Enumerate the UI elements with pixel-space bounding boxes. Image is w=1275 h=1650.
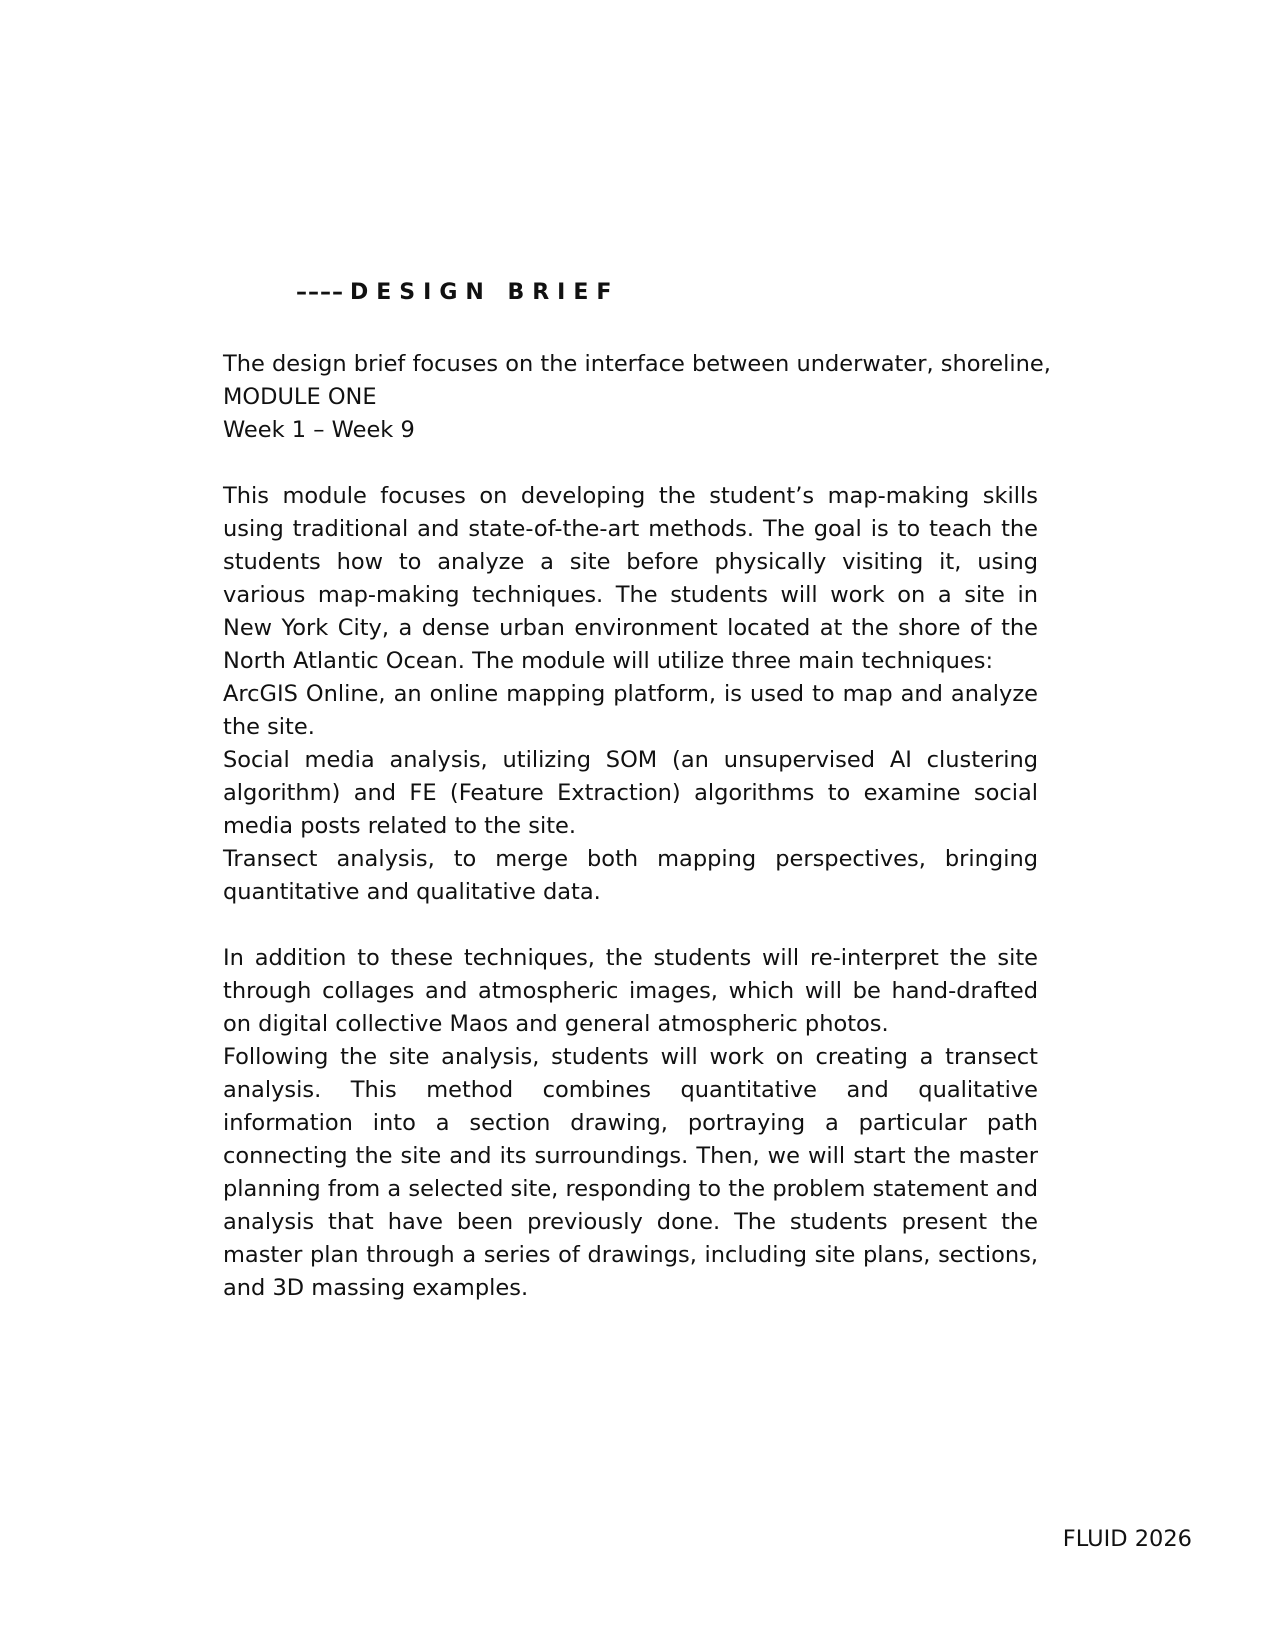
paragraph-arcgis: ArcGIS Online, an online mapping platform, is used to map and analyze the site. bbox=[223, 681, 1038, 740]
paragraph-module-overview: This module focuses on developing the student’s map-making skills using traditional and state-of-the-art methods. The goal is to teach the students how to analyze a site before physically visiting it, using various map-making techniques. The students will work on a site in New York City, a dense urban environment located at the shore of the North Atlantic Ocean. The module will utilize three main techniques: bbox=[223, 483, 1038, 674]
paragraph-collages: In addition to these techniques, the students will re-interpret the site through collages and atmospheric images, which will be hand-drafted on digital collective Maos and general atmospheric photos. bbox=[223, 945, 1038, 1037]
heading-dashes: –––– bbox=[296, 280, 344, 305]
heading-title: DESIGN BRIEF bbox=[350, 280, 620, 305]
paragraph-social-media: Social media analysis, utilizing SOM (an unsupervised AI clustering algorithm) and FE (Feature Extraction) algorithms to examine social media posts related to the site. bbox=[223, 747, 1038, 839]
section-heading bbox=[296, 280, 619, 305]
paragraph-master-plan: Following the site analysis, students will work on creating a transect analysis. This method combines quantitative and qualitative information into a section drawing, portraying a particular path connecting the site and its surroundings. Then, we will start the master planning from a selected site, responding to the problem statement and analysis that have been previously done. The students present the master plan through a series of drawings, including site plans, sections, and 3D massing examples. bbox=[223, 1044, 1038, 1301]
week-range: Week 1 – Week 9 bbox=[223, 417, 415, 443]
intro-line: The design brief focuses on the interface between underwater, shoreline, bbox=[223, 351, 1051, 377]
footer-label: FLUID 2026 bbox=[1062, 1526, 1192, 1552]
module-label: MODULE ONE bbox=[223, 384, 377, 410]
paragraph-gap bbox=[223, 909, 1038, 942]
paragraph-transect: Transect analysis, to merge both mapping perspectives, bringing quantitative and qualitative data. bbox=[223, 846, 1038, 905]
paragraph-gap bbox=[223, 447, 1038, 480]
document-body bbox=[223, 348, 1051, 1305]
